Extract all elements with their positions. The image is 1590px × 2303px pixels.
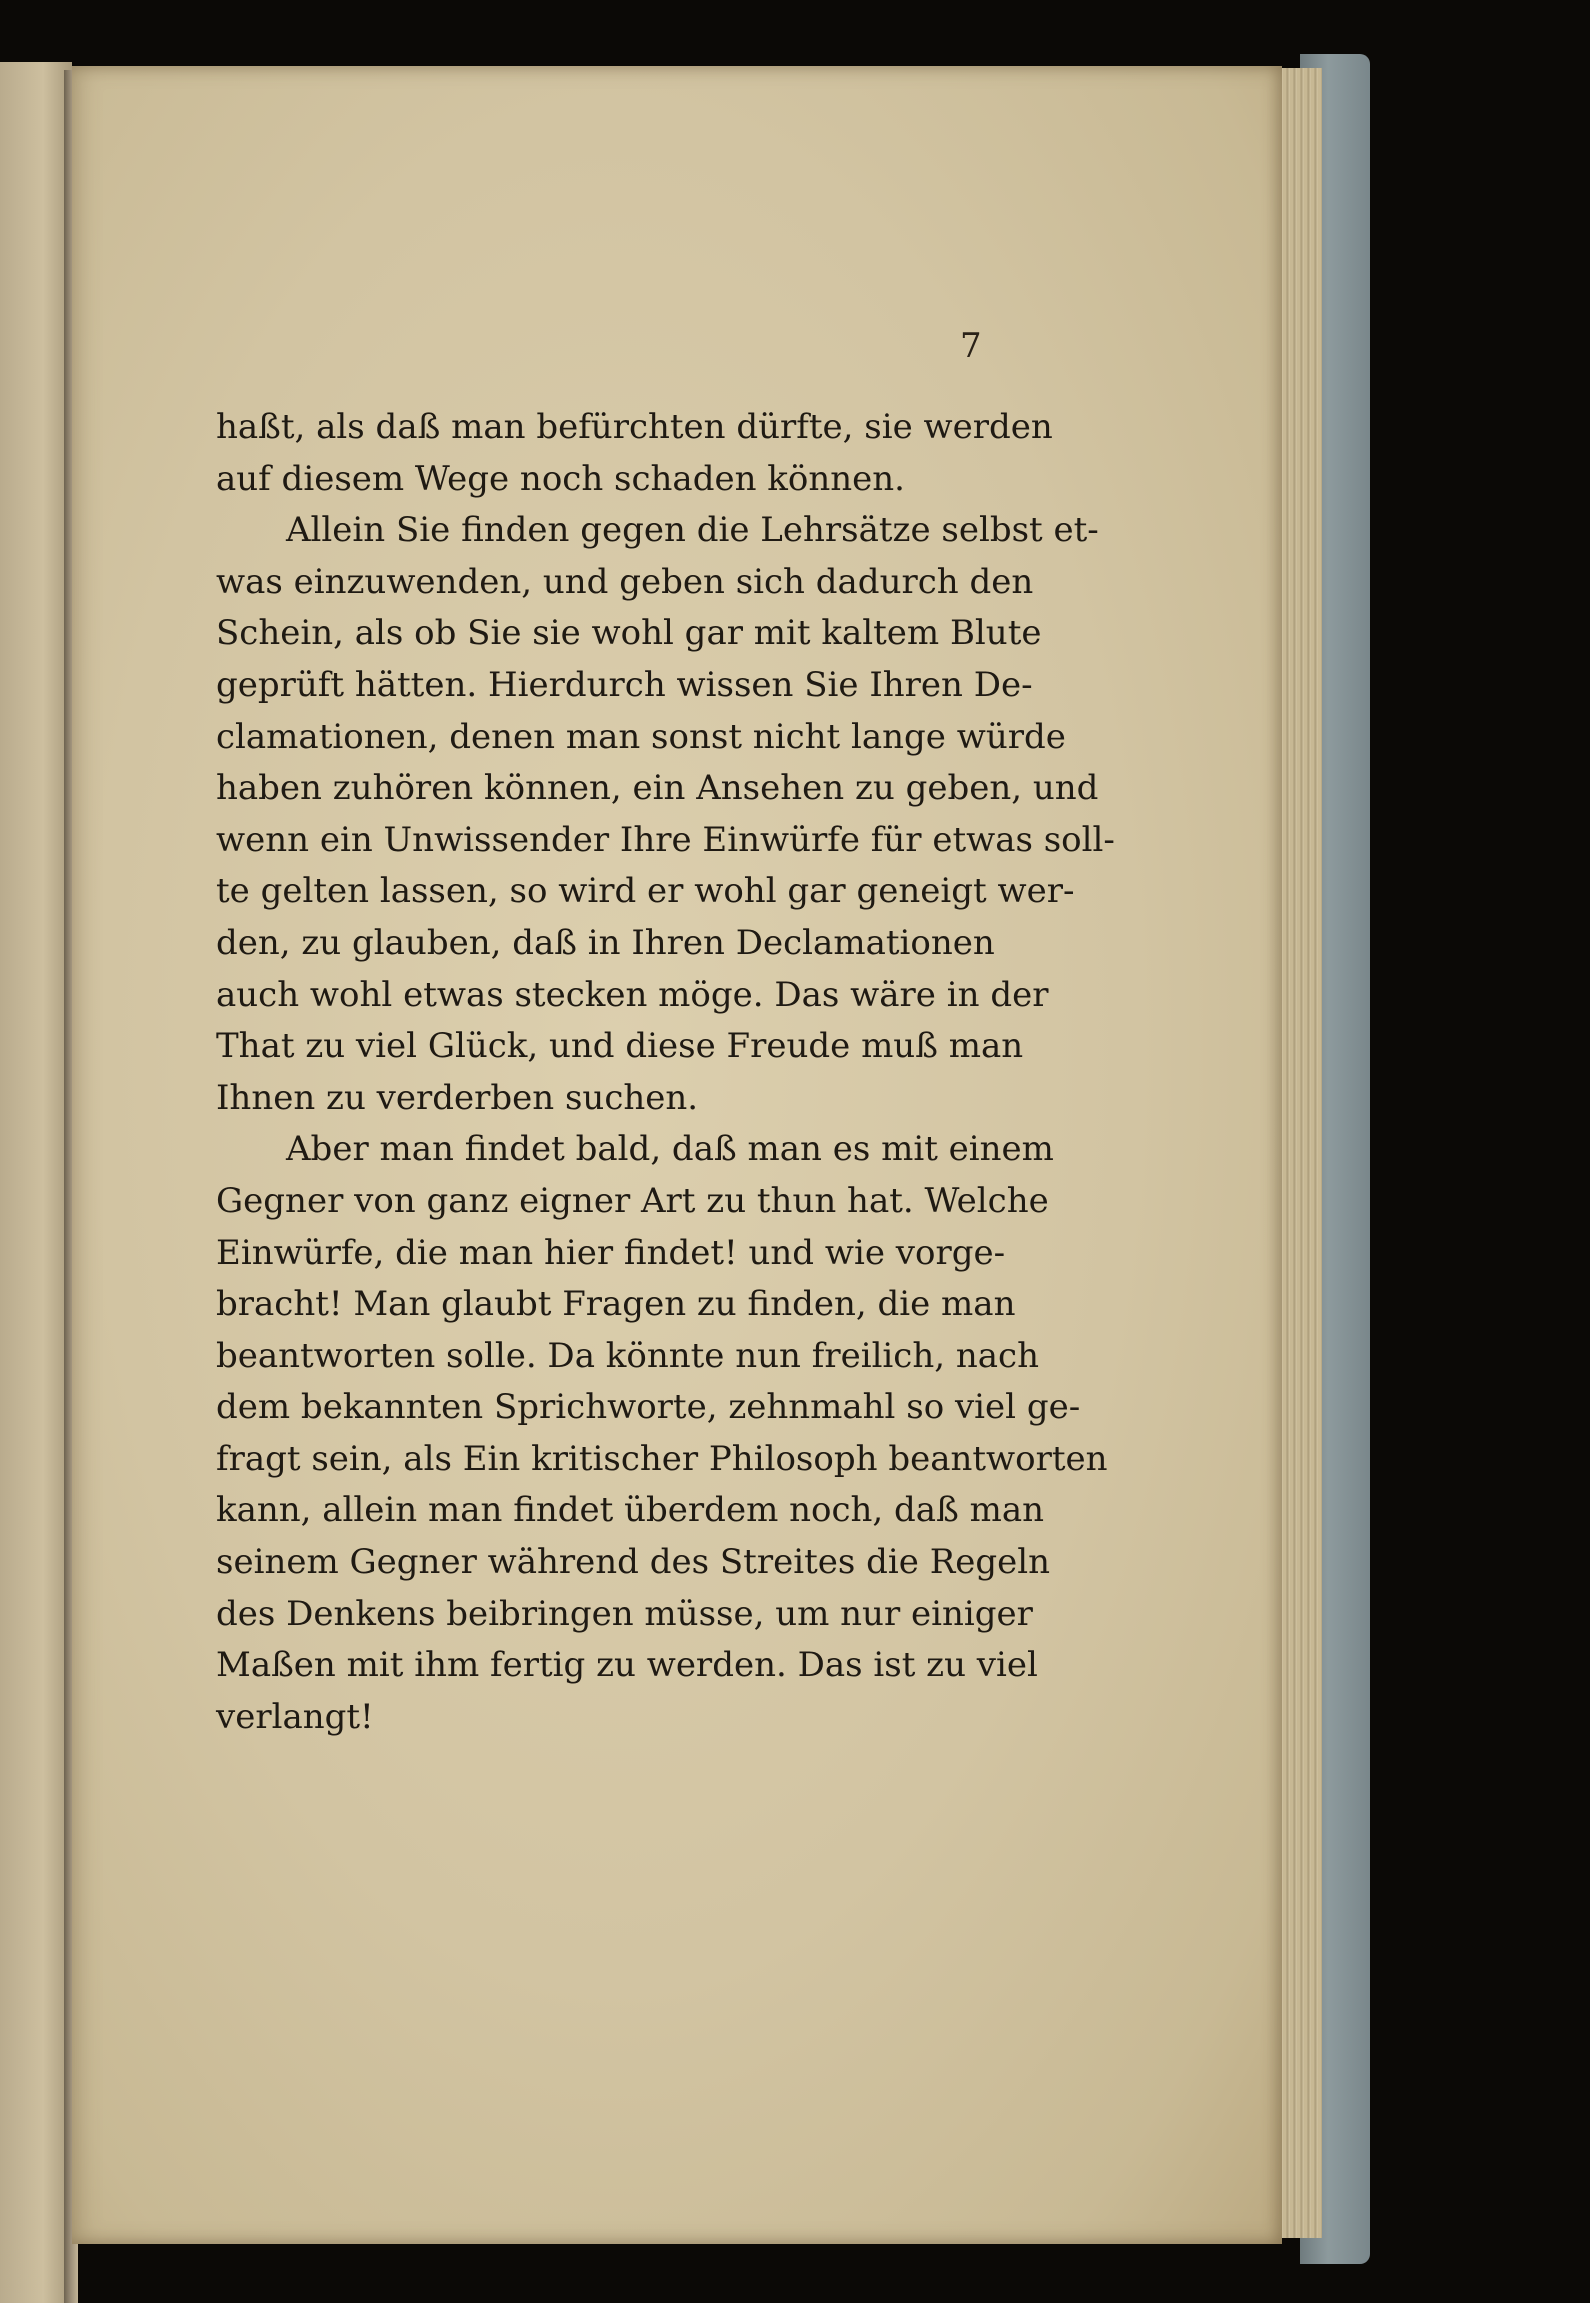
text-line: Maßen mit ihm fertig zu werden. Das ist zu viel: [216, 1645, 1038, 1686]
text-line: kann, allein man findet überdem noch, daß man: [216, 1490, 1045, 1531]
text-line: Ihnen zu verderben suchen.: [216, 1077, 699, 1118]
text-line: haben zuhören können, ein Ansehen zu geben, und: [216, 768, 1099, 809]
text-line: Allein Sie finden gegen die Lehrsätze selbst et-: [286, 510, 1099, 551]
text-line: verlangt!: [216, 1696, 374, 1737]
text-line: haßt, als daß man befürchten dürfte, sie werden: [216, 407, 1053, 447]
text-line: bracht! Man glaubt Fragen zu finden, die man: [216, 1284, 1016, 1325]
left-page-edge: [0, 62, 72, 2303]
text-line: wenn ein Unwissender Ihre Einwürfe für etwas soll-: [216, 819, 1115, 860]
text-line: was einzuwenden, und geben sich dadurch den: [216, 561, 1034, 602]
text-line: seinem Gegner während des Streites die Regeln: [216, 1542, 1051, 1583]
text-line: geprüft hätten. Hierdurch wissen Sie Ihren De-: [216, 664, 1033, 705]
text-line: des Denkens beibringen müsse, um nur einiger: [216, 1593, 1033, 1634]
page-number: 7: [960, 326, 982, 366]
text-line: beantworten solle. Da könnte nun freilich, nach: [216, 1335, 1039, 1376]
text-line: Schein, als ob Sie sie wohl gar mit kaltem Blute: [216, 613, 1042, 654]
text-line: den, zu glauben, daß in Ihren Declamationen: [216, 922, 995, 963]
text-line: te gelten lassen, so wird er wohl gar geneigt wer-: [216, 871, 1075, 912]
text-line: fragt sein, als Ein kritischer Philosoph beantworten: [216, 1438, 1108, 1479]
text-line: auch wohl etwas stecken möge. Das wäre in der: [216, 974, 1049, 1015]
text-line: That zu viel Glück, und diese Freude muß man: [216, 1026, 1024, 1067]
text-line: Gegner von ganz eigner Art zu thun hat. Welche: [216, 1180, 1049, 1221]
text-line: Aber man findet bald, daß man es mit einem: [286, 1129, 1054, 1170]
text-line: clamationen, denen man sonst nicht lange würde: [216, 716, 1066, 757]
body-text: [216, 402, 1115, 1743]
text-line: Einwürfe, die man hier findet! und wie vorge-: [216, 1232, 1006, 1273]
text-line: dem bekannten Sprichworte, zehnmahl so viel ge-: [216, 1387, 1081, 1428]
text-line: auf diesem Wege noch schaden können.: [216, 458, 905, 499]
